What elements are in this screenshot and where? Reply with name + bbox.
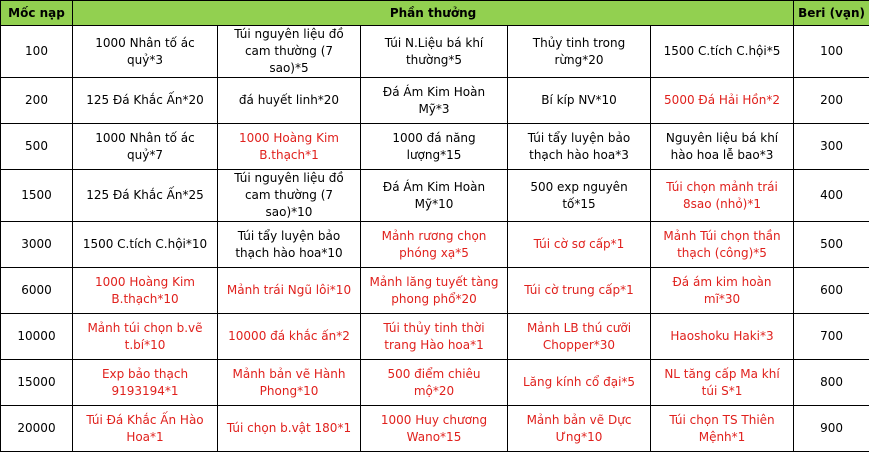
beri-cell: 600: [794, 268, 869, 314]
beri-cell: 400: [794, 170, 869, 222]
table-row: [1, 360, 869, 406]
reward-cell: Túi Đá Khắc Ấn Hào Hoa*1: [73, 406, 218, 452]
reward-cell: 1000 Nhân tố ác quỷ*3: [73, 26, 218, 78]
reward-cell: 1000 Nhân tố ác quỷ*7: [73, 124, 218, 170]
table-row: [1, 222, 869, 268]
reward-cell: 1500 C.tích C.hội*5: [651, 26, 794, 78]
reward-cell: 1000 Hoàng Kim B.thạch*10: [73, 268, 218, 314]
reward-cell: Mảnh bản vẽ Hành Phong*10: [218, 360, 361, 406]
reward-cell: 125 Đá Khắc Ấn*20: [73, 78, 218, 124]
reward-cell: Bí kíp NV*10: [508, 78, 651, 124]
reward-cell: Túi tẩy luyện bảo thạch hào hoa*10: [218, 222, 361, 268]
reward-cell: Mảnh bản vẽ Dực Ưng*10: [508, 406, 651, 452]
reward-cell: đá huyết linh*20: [218, 78, 361, 124]
reward-cell: 125 Đá Khắc Ấn*25: [73, 170, 218, 222]
reward-cell: 1500 C.tích C.hội*10: [73, 222, 218, 268]
beri-cell: 900: [794, 406, 869, 452]
moc-nap-cell: 20000: [1, 406, 73, 452]
table-row: [1, 170, 869, 222]
table-row: [1, 78, 869, 124]
beri-cell: 100: [794, 26, 869, 78]
reward-cell: Mảnh trái Ngũ lôi*10: [218, 268, 361, 314]
reward-cell: Túi chọn b.vật 180*1: [218, 406, 361, 452]
reward-cell: Túi nguyên liệu đồ cam thường (7 sao)*5: [218, 26, 361, 78]
header-phan-thuong: Phần thưởng: [73, 1, 794, 26]
table-row: [1, 406, 869, 452]
beri-cell: 200: [794, 78, 869, 124]
reward-cell: Túi nguyên liệu đồ cam thường (7 sao)*10: [218, 170, 361, 222]
moc-nap-cell: 10000: [1, 314, 73, 360]
reward-cell: Túi thủy tinh thời trang Hào hoa*1: [361, 314, 508, 360]
reward-cell: Đá Ám Kim Hoàn Mỹ*3: [361, 78, 508, 124]
reward-cell: 500 exp nguyên tố*15: [508, 170, 651, 222]
reward-cell: Túi cờ trung cấp*1: [508, 268, 651, 314]
table-row: [1, 124, 869, 170]
reward-cell: Túi cờ sơ cấp*1: [508, 222, 651, 268]
table-row: [1, 314, 869, 360]
table-body: [1, 26, 869, 452]
reward-cell: Mảnh túi chọn b.vẽ t.bí*10: [73, 314, 218, 360]
reward-cell: Exp bảo thạch 9193194*1: [73, 360, 218, 406]
reward-cell: Túi chọn mảnh trái 8sao (nhỏ)*1: [651, 170, 794, 222]
reward-cell: 5000 Đá Hải Hồn*2: [651, 78, 794, 124]
moc-nap-cell: 200: [1, 78, 73, 124]
reward-cell: 500 điểm chiêu mộ*20: [361, 360, 508, 406]
table-row: [1, 268, 869, 314]
header-beri: Beri (vạn): [794, 1, 869, 26]
header-moc-nap: Mốc nạp: [1, 1, 73, 26]
reward-cell: Nguyên liệu bá khí hào hoa lễ bao*3: [651, 124, 794, 170]
beri-cell: 300: [794, 124, 869, 170]
reward-cell: 1000 đá năng lượng*15: [361, 124, 508, 170]
reward-cell: Mảnh lăng tuyết tàng phong phổ*20: [361, 268, 508, 314]
moc-nap-cell: 1500: [1, 170, 73, 222]
reward-cell: 1000 Huy chương Wano*15: [361, 406, 508, 452]
reward-cell: 1000 Hoàng Kim B.thạch*1: [218, 124, 361, 170]
reward-cell: Đá Ám Kim Hoàn Mỹ*10: [361, 170, 508, 222]
beri-cell: 700: [794, 314, 869, 360]
moc-nap-cell: 6000: [1, 268, 73, 314]
beri-cell: 500: [794, 222, 869, 268]
reward-cell: Thủy tinh trong rừng*20: [508, 26, 651, 78]
reward-cell: Haoshoku Haki*3: [651, 314, 794, 360]
beri-cell: 800: [794, 360, 869, 406]
moc-nap-cell: 15000: [1, 360, 73, 406]
moc-nap-cell: 100: [1, 26, 73, 78]
reward-cell: 10000 đá khắc ấn*2: [218, 314, 361, 360]
reward-cell: Đá ám kim hoàn mĩ*30: [651, 268, 794, 314]
reward-cell: Lăng kính cổ đại*5: [508, 360, 651, 406]
reward-cell: Mảnh rương chọn phóng xạ*5: [361, 222, 508, 268]
reward-cell: NL tăng cấp Ma khí túi S*1: [651, 360, 794, 406]
table-row: [1, 26, 869, 78]
reward-cell: Túi N.Liệu bá khí thường*5: [361, 26, 508, 78]
reward-cell: Túi tẩy luyện bảo thạch hào hoa*3: [508, 124, 651, 170]
moc-nap-cell: 500: [1, 124, 73, 170]
header-row: [1, 1, 869, 26]
reward-cell: Mảnh LB thú cưỡi Chopper*30: [508, 314, 651, 360]
reward-cell: Túi chọn TS Thiên Mệnh*1: [651, 406, 794, 452]
moc-nap-cell: 3000: [1, 222, 73, 268]
reward-cell: Mảnh Túi chọn thần thạch (công)*5: [651, 222, 794, 268]
